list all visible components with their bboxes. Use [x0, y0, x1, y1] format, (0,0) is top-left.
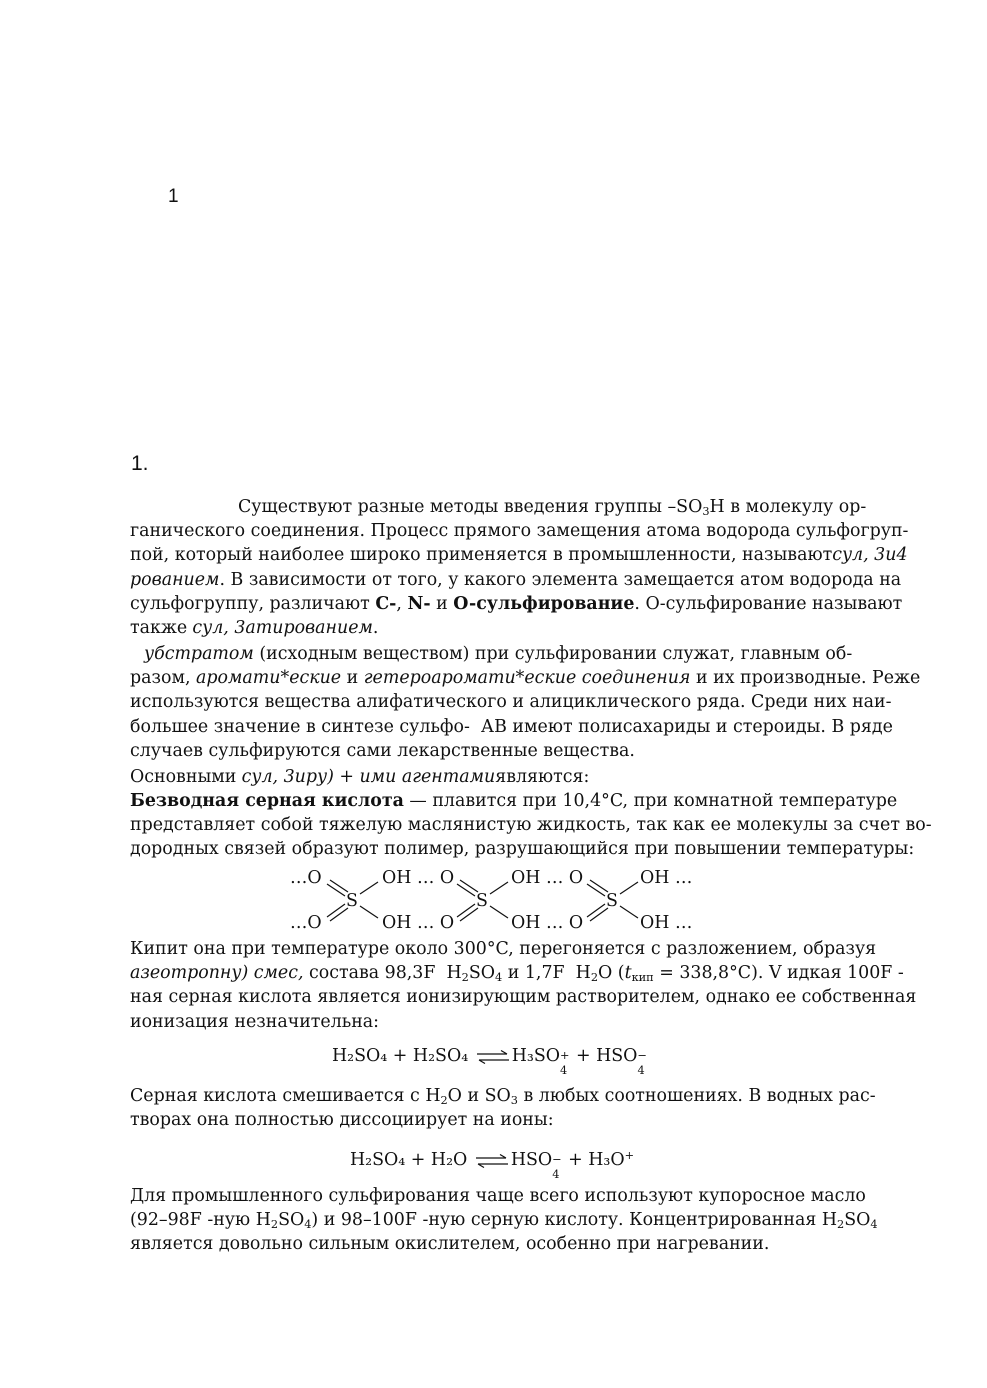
text-line: Серная кислота смешивается с $H_2O$ и $SO_3$ в любых соотношениях. В водных рас-: [130, 1086, 876, 1107]
structure-label: OH … O: [511, 868, 584, 888]
text-line: (92–98F -ную $H_2SO_4$) и 98–100F -ную серную кислоту. Концентрированная $H_2SO_4$: [130, 1210, 878, 1232]
equation-2: H₂SO₄ + H₂O HSO − 4 + H₃O+: [350, 1148, 635, 1182]
text-line: пой, который наиболее широко применяется в промышленности, называют сул, 3и4: [130, 545, 908, 566]
text-line: также сул, 3атированием.: [130, 618, 379, 639]
text-line: убстратом (исходным веществом) при сульфировании служат, главным об-: [144, 644, 853, 664]
text-line: ная серная кислота является ионизирующим растворителем, однако ее собственная: [130, 987, 917, 1008]
chapter-number: 1: [168, 186, 179, 207]
text-line: Основными сул, 3иру) + ими агентами являются:: [130, 767, 590, 787]
text-line: азеотропну) смес, состава 98,3F $H_2SO_4$ и 1,7F $H_2O$ $(t_{кип} = 338,8^\circ C)$. V идкая 100F -: [130, 963, 904, 985]
structure-label: OH …: [640, 868, 693, 888]
text-line: большее значение в синтезе сульфо- АВ имеют полисахариды и стероиды. В ряде: [130, 716, 893, 737]
text-line: представляет собой тяжелую маслянистую жидкость, так как ее молекулы за счет во-: [130, 815, 932, 836]
equilibrium-arrow-icon: [476, 1050, 510, 1064]
equilibrium-arrow-icon: [475, 1154, 509, 1168]
structure-label: OH … O: [382, 868, 455, 888]
text-line: рованием. В зависимости от того, у какого элемента замещается атом водорода на: [130, 569, 902, 590]
paragraph-5: [130, 937, 917, 1034]
paragraph-3: [130, 765, 897, 789]
text-line: случаев сульфируются сами лекарственные вещества.: [130, 740, 635, 761]
text-line: ганического соединения. Процесс прямого замещения атома водорода сульфогруп-: [130, 521, 909, 542]
structure-label: S: [606, 891, 618, 911]
text-line: Безводная серная кислота — плавится при 10,4°C, при комнатной температуре: [130, 791, 898, 811]
structure-label: S: [476, 891, 488, 911]
polymer-structure-diagram: [290, 858, 710, 938]
text-run: Существуют разные методы введения группы $-SO_3H$ в молекулу ор-: [238, 497, 867, 518]
text-line: является довольно сильным окислителем, особенно при нагревании.: [130, 1234, 770, 1255]
text-line: используются вещества алифатического и алициклического ряда. Среди них наи-: [130, 692, 892, 713]
text-line: сульфогруппу, различают C-, N- и O-сульфирование. О-сульфирование называют: [130, 593, 903, 614]
structure-label: …O: [290, 868, 322, 888]
paragraph-6: [130, 1084, 897, 1132]
paragraph-2: [130, 642, 921, 763]
structure-label: OH …: [640, 913, 693, 933]
structure-label: OH … O: [511, 913, 584, 933]
section-number: 1.: [131, 452, 149, 475]
structure-label: S: [346, 891, 358, 911]
equation-1: H₂SO₄ + H₂SO₄ H₃SO + 4 + HSO − 4: [332, 1046, 647, 1078]
paragraph-4: [130, 789, 932, 862]
text-line: творах она полностью диссоциирует на ионы:: [130, 1110, 554, 1131]
paragraph-7: [130, 1184, 897, 1257]
text-line: [130, 495, 897, 519]
structure-label: …O: [290, 913, 322, 933]
structure-label: OH … O: [382, 913, 455, 933]
text-line: ионизация незначительна:: [130, 1011, 380, 1032]
text-line: дородных связей образуют полимер, разрушающийся при повышении температуры:: [130, 839, 915, 860]
text-line: разом, аромати*еские и гетероаромати*еские соединения и их производные. Реже: [130, 668, 921, 689]
paragraph-1: [130, 495, 909, 640]
text-line: Для промышленного сульфирования чаще всего используют купоросное масло: [130, 1186, 866, 1206]
text-line: Кипит она при температуре около 300°C, перегоняется с разложением, образуя: [130, 939, 877, 959]
